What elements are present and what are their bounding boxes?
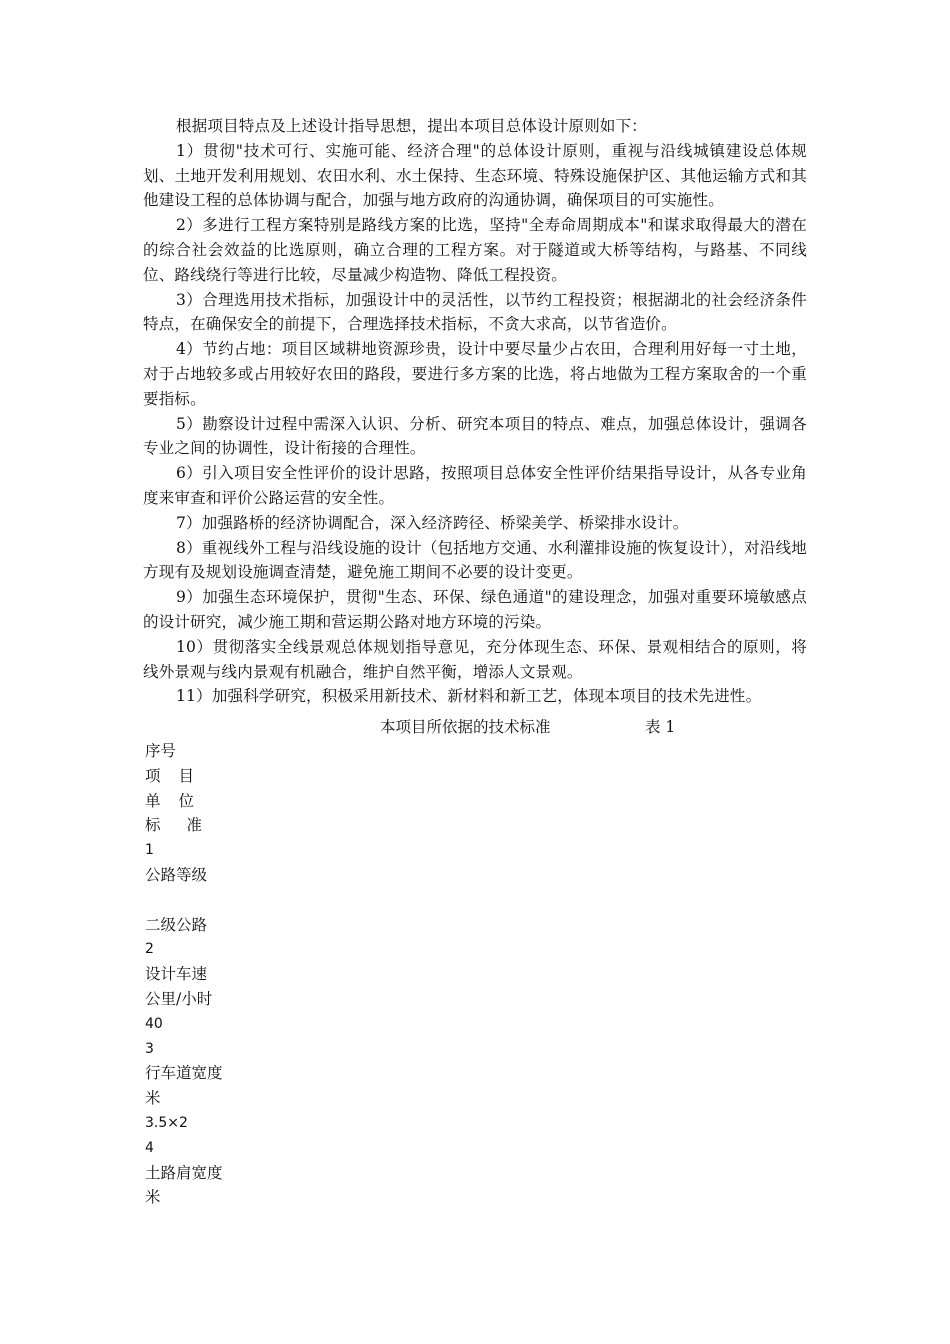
table-caption-number: 表 1: [645, 718, 676, 736]
paragraph-principle-6: 6）引入项目安全性评价的设计思路，按照项目总体安全性评价结果指导设计，从各专业角度来审查和评价公路运营的安全性。: [143, 464, 807, 507]
table-cell-unit: 公里/小时: [145, 989, 213, 1008]
table-header-unit: 单位: [145, 791, 213, 810]
table-cell-item: 公路等级: [145, 865, 208, 884]
paragraph-principle-10: 10）贯彻落实全线景观总体规划指导意见，充分体现生态、环保、景观相结合的原则，将线外景观与线内景观有机融合，维护自然平衡，增添人文景观。: [143, 637, 807, 681]
table-cell-index: 2: [145, 941, 154, 958]
table-cell-standard: 二级公路: [145, 915, 208, 934]
paragraph-principle-8: 8）重视线外工程与沿线设施的设计（包括地方交通、水利灌排设施的恢复设计），对沿线地方现有及规划设施调查清楚，避免施工期间不必要的设计变更。: [143, 538, 807, 582]
paragraph-principle-2: 2）多进行工程方案特别是路线方案的比选，坚持"全寿命周期成本"和谋求取得最大的潜在的综合社会效益的比选原则，确立合理的工程方案。对于隧道或大桥等结构，与路基、不同线位、路线绕行等进行比较，尽量减少构造物、降低工程投资。: [143, 216, 807, 284]
table-header-item: 项目: [145, 766, 213, 785]
table-cell-index: 4: [145, 1139, 154, 1156]
table-cell-index: 3: [145, 1040, 154, 1057]
table-cell-unit: 米: [145, 1188, 161, 1207]
body-text: [143, 114, 807, 709]
table-cell-index: 1: [145, 842, 154, 859]
paragraph-principle-7: 7）加强路桥的经济协调配合，深入经济跨径、桥梁美学、桥梁排水设计。: [176, 513, 689, 532]
paragraph-principle-3: 3）合理选用技术指标，加强设计中的灵活性，以节约工程投资；根据湖北的社会经济条件特点，在确保安全的前提下，合理选择技术指标，不贪大求高，以节省造价。: [143, 290, 807, 334]
table-cell-unit: 米: [145, 1089, 161, 1108]
table-cell-item: 土路肩宽度: [145, 1163, 223, 1182]
table-cell-item: 设计车速: [145, 965, 208, 984]
table-cell-standard: 3.5×2: [145, 1114, 188, 1131]
table-header-index: 序号: [145, 742, 177, 760]
paragraph-intro: 根据项目特点及上述设计指导思想，提出本项目总体设计原则如下：: [176, 117, 648, 135]
paragraph-principle-11: 11）加强科学研究，积极采用新技术、新材料和新工艺，体现本项目的技术先进性。: [176, 687, 762, 706]
paragraph-principle-1: 1）贯彻"技术可行、实施可能、经济合理"的总体设计原则，重视与沿线城镇建设总体规划、土地开发利用规划、农田水利、水土保持、生态环境、特殊设施保护区、其他运输方式和其他建设工程的总体协调与配合，加强与地方政府的沟通协调，确保项目的可实施性。: [143, 141, 807, 210]
table-caption-title: 本项目所依据的技术标准: [380, 718, 551, 736]
table-caption: [0, 714, 950, 740]
standards-table: [145, 739, 545, 1210]
paragraph-principle-4: 4）节约占地：项目区域耕地资源珍贵，设计中要尽量少占农田，合理利用好每一寸土地，对于占地较多或占用较好农田的路段，要进行多方案的比选，将占地做为工程方案取舍的一个重要指标。: [143, 340, 807, 408]
table-header-standard: 标准: [145, 816, 229, 835]
table-cell-item: 行车道宽度: [145, 1064, 223, 1083]
paragraph-principle-5: 5）勘察设计过程中需深入认识、分析、研究本项目的特点、难点，加强总体设计，强调各专业之间的协调性，设计衔接的合理性。: [143, 414, 807, 458]
table-cell-standard: 40: [145, 1015, 163, 1032]
table-cell-unit: [145, 888, 545, 913]
paragraph-principle-9: 9）加强生态环境保护，贯彻"生态、环保、绿色通道"的建设理念，加强对重要环境敏感点的设计研究，减少施工期和营运期公路对地方环境的污染。: [143, 588, 807, 631]
